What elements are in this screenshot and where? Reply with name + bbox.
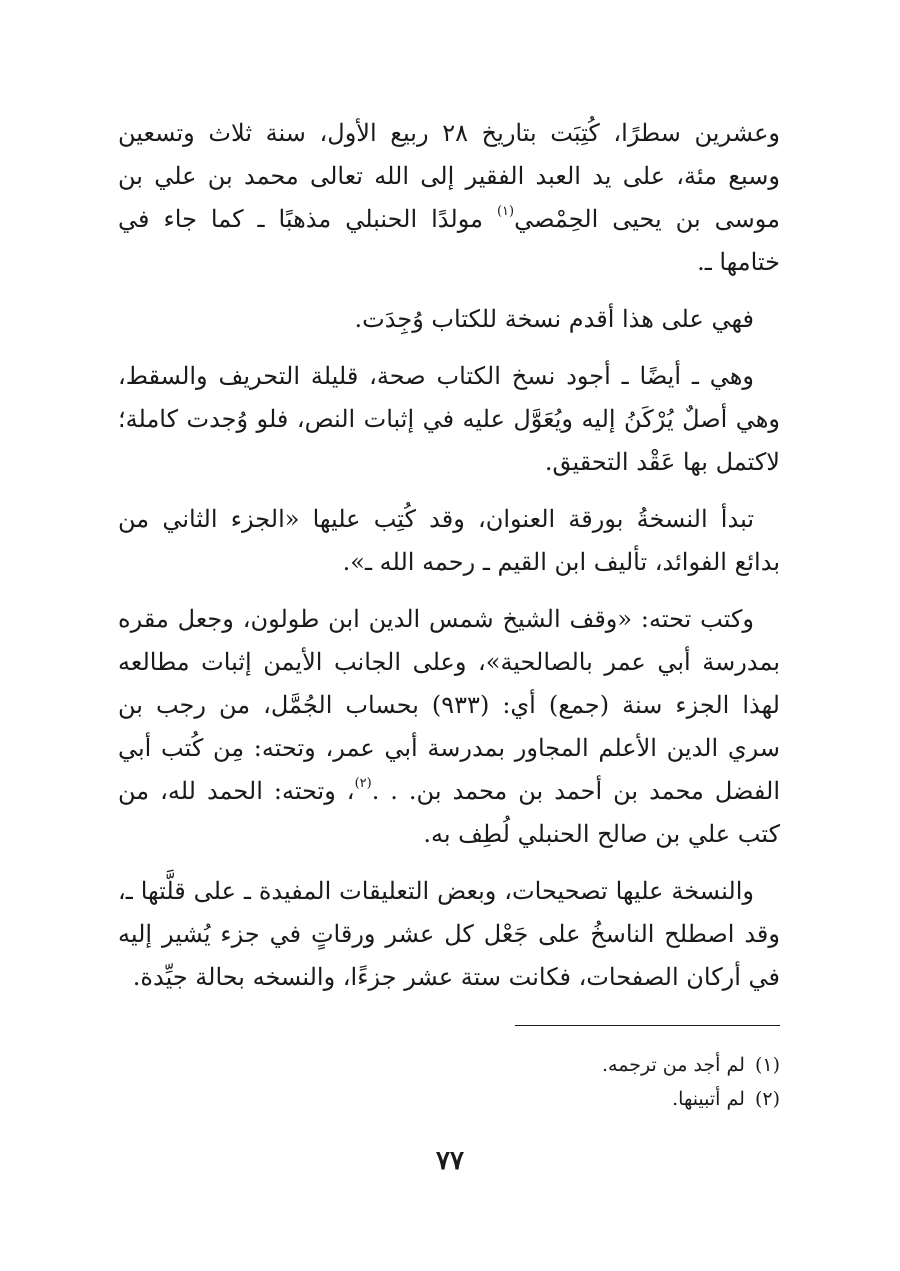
footnote-separator (515, 1025, 780, 1026)
footnote-1-text: لم أجد من ترجمه. (602, 1054, 745, 1076)
paragraph-2: فهي على هذا أقدم نسخة للكتاب وُجِدَت. (354, 305, 754, 333)
paragraph-4: تبدأ النسخةُ بورقة العنوان، وقد كُتِب عليها «الجزء الثاني من بدائع الفوائد، تأليف ابن القيم ـ رحمه الله ـ». (118, 505, 780, 576)
footnote-2-text: لم أتبينها. (672, 1088, 745, 1110)
paragraph-5-text-end: ، وتحته: الحمد لله، من كتب علي بن صالح الحنبلي لُطِف به. (118, 777, 780, 848)
paragraph-1-text-end: مولدًا الحنبلي مذهبًا ـ كما جاء في ختامها ـ. (118, 205, 780, 276)
paragraph-1 (118, 112, 780, 284)
footnote-1 (118, 1048, 780, 1082)
footnote-1-number: (١) (754, 1054, 780, 1076)
paragraph-6: والنسخة عليها تصحيحات، وبعض التعليقات المفيدة ـ على قلَّتها ـ، وقد اصطلح الناسخُ على جَعْل كل عشر ورقاتٍ في جزء يُشير إليه في أركان الصفحات، فكانت ستة عشر جزءًا، والنسخه بحالة جيِّدة. (118, 877, 780, 991)
page-number: ٧٧ (436, 1146, 464, 1176)
footnote-2 (118, 1082, 780, 1116)
paragraph-1-text: وعشرين سطرًا، كُتِبَت بتاريخ ٢٨ ربيع الأول، سنة ثلاث وتسعين وسبع مئة، على يد العبد الفقير إلى الله تعالى محمد بن علي بن موسى بن يحيى الحِمْصي (118, 119, 781, 233)
footnotes (118, 1048, 780, 1116)
paragraph-5-text: وكتب تحته: «وقف الشيخ شمس الدين ابن طولون، وجعل مقره بمدرسة أبي عمر بالصالحية»، وعلى الجانب الأيمن إثبات مطالعه لهذا الجزء سنة (جمع) أي: (٩٣٣) بحساب الجُمَّل، من رجب بن سري الدين الأعلم المجاور بمدرسة أبي عمر، وتحته: مِن كُتب أبي الفضل محمد بن أحمد بن محمد بن. . . (118, 605, 780, 805)
footnote-ref-2: (٢) (354, 776, 372, 791)
paragraph-5 (118, 598, 780, 856)
main-text (118, 112, 780, 1013)
paragraph-3: وهي ـ أيضًا ـ أجود نسخ الكتاب صحة، قليلة التحريف والسقط، وهي أصلٌ يُرْكَنُ إليه ويُعَوَّل عليه في إثبات النص، فلو وُجدت كاملة؛ لاكتمل بها عَقْد التحقيق. (118, 362, 781, 476)
footnote-ref-1: (١) (496, 204, 515, 219)
footnote-2-number: (٢) (754, 1088, 780, 1110)
